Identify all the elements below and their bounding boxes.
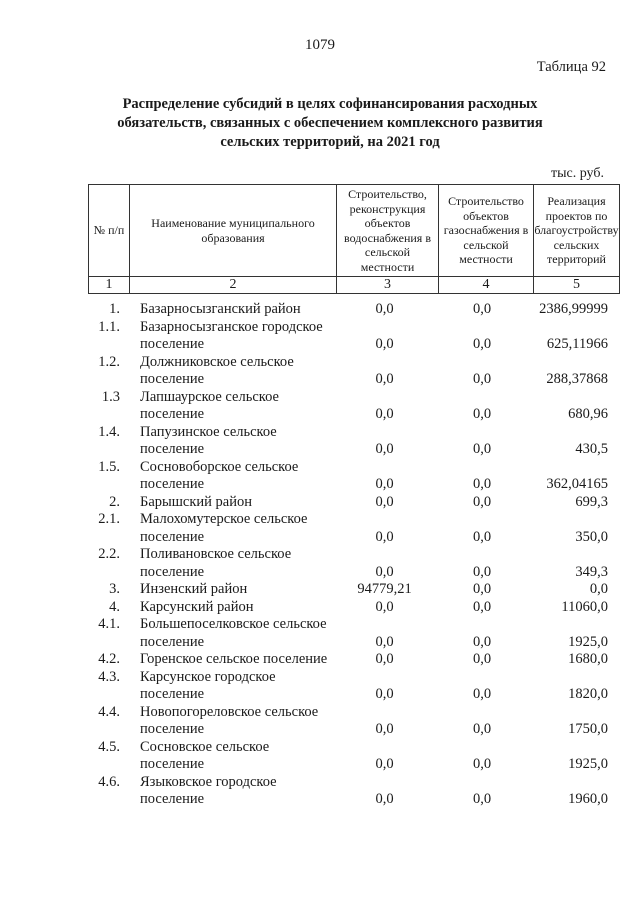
table-row [88, 389, 614, 424]
municipality-name: Папузинское сельское поселение [140, 423, 277, 457]
water-supply-value: 0,0 [375, 756, 394, 772]
row-number: 2.1. [98, 511, 120, 527]
gas-supply-value: 0,0 [472, 598, 492, 615]
table-row [88, 494, 614, 512]
gas-supply-value: 0,0 [472, 528, 492, 545]
municipality-name: Сосновоборское сельское поселение [140, 458, 299, 492]
improvement-value: 2386,99999 [539, 301, 608, 317]
improvement-value: 0,0 [589, 581, 608, 597]
table-row [88, 424, 614, 459]
municipality-name: Должниковское сельское поселение [140, 353, 294, 387]
gas-supply-value: 0,0 [472, 406, 492, 422]
table-row [88, 459, 614, 494]
water-supply-value: 0,0 [375, 301, 394, 317]
water-supply-value: 0,0 [375, 476, 394, 492]
gas-supply-value: 0,0 [472, 301, 492, 317]
table-row [88, 669, 614, 704]
table-row [88, 354, 614, 389]
municipality-name: Новопогореловское сельское поселение [140, 703, 319, 737]
header-col5: Реализация проектов по благоустройству сельских территорий [534, 185, 620, 277]
water-supply-value: 0,0 [375, 493, 394, 510]
water-supply-value: 0,0 [375, 598, 394, 615]
improvement-value: 1925,0 [568, 633, 608, 650]
units-label: тыс. руб. [551, 166, 604, 181]
column-number: 3 [337, 277, 439, 294]
municipality-name: Барышский район [140, 493, 252, 510]
municipality-name: Горенское сельское поселение [140, 651, 328, 667]
table-row [88, 546, 614, 581]
water-supply-value: 0,0 [375, 563, 394, 580]
improvement-value: 1750,0 [568, 721, 608, 737]
table-row [88, 319, 614, 354]
gas-supply-value: 0,0 [472, 441, 492, 457]
gas-supply-value: 0,0 [472, 493, 492, 510]
municipality-name: Поливановское сельское поселение [140, 546, 292, 580]
improvement-value: 625,11966 [546, 336, 608, 352]
table-row [88, 511, 614, 546]
row-number: 1.4. [98, 423, 120, 440]
header-col4: Строительство объектов газоснабжения в сельской местности [439, 185, 534, 277]
water-supply-value: 0,0 [375, 651, 394, 667]
row-number: 1.5. [98, 458, 120, 475]
improvement-value: 430,5 [575, 441, 608, 457]
water-supply-value: 0,0 [375, 721, 394, 737]
gas-supply-value: 0,0 [472, 581, 492, 597]
column-number-row [89, 277, 620, 294]
row-number: 4.2. [98, 651, 120, 667]
row-number: 4.3. [98, 668, 120, 685]
table-row [88, 739, 614, 774]
gas-supply-value: 0,0 [472, 756, 492, 772]
table-row [88, 599, 614, 617]
municipality-name: Языковское городское поселение [140, 773, 277, 807]
gas-supply-value: 0,0 [472, 371, 492, 387]
municipality-name: Сосновское сельское поселение [140, 738, 270, 772]
row-number: 4.5. [98, 738, 120, 755]
column-number: 1 [89, 277, 130, 294]
gas-supply-value: 0,0 [472, 721, 492, 737]
table-row [88, 774, 614, 809]
water-supply-value: 0,0 [375, 441, 394, 457]
water-supply-value: 94779,21 [357, 581, 412, 597]
table-row [88, 581, 614, 599]
row-number: 4.1. [98, 616, 120, 632]
gas-supply-value: 0,0 [472, 476, 492, 492]
gas-supply-value: 0,0 [472, 633, 492, 650]
row-number: 4. [109, 598, 120, 615]
municipality-name: Карсунский район [140, 598, 254, 615]
improvement-value: 680,96 [568, 406, 608, 422]
improvement-value: 362,04165 [546, 476, 608, 492]
table-row [88, 704, 614, 739]
header-no: № п/п [89, 185, 130, 277]
row-number: 1.2. [98, 353, 120, 370]
improvement-value: 349,3 [575, 563, 608, 580]
document-title: Распределение субсидий в целях софинансирования расходных обязательств, связанных с обеспечением комплексного развития сельских территорий, на 2021 год [117, 96, 543, 150]
improvement-value: 288,37868 [546, 371, 608, 387]
row-number: 1. [109, 301, 120, 317]
municipality-name: Базарносызганский район [140, 301, 301, 317]
row-number: 3. [109, 581, 120, 597]
municipality-name: Базарносызганское городское поселение [140, 318, 323, 352]
municipality-name: Лапшаурское сельское поселение [140, 388, 279, 422]
row-number: 4.6. [98, 773, 120, 790]
row-number: 2. [109, 493, 120, 510]
municipality-name: Большепоселковское сельское поселение [140, 616, 327, 650]
municipality-name: Инзенский район [140, 581, 248, 597]
gas-supply-value: 0,0 [472, 791, 492, 807]
gas-supply-value: 0,0 [472, 686, 492, 702]
municipality-name: Малохомутерское сельское поселение [140, 511, 308, 545]
water-supply-value: 0,0 [375, 791, 394, 807]
header-table [88, 184, 620, 294]
water-supply-value: 0,0 [375, 336, 394, 352]
column-number: 2 [130, 277, 337, 294]
table-row [88, 651, 614, 669]
row-number: 4.4. [98, 703, 120, 720]
improvement-value: 1820,0 [568, 686, 608, 702]
water-supply-value: 0,0 [375, 406, 394, 422]
header-col3: Строительство, реконструкция объектов водоснабжения в сельской местности [337, 185, 439, 277]
table-label: Таблица 92 [536, 59, 606, 75]
water-supply-value: 0,0 [375, 371, 394, 387]
gas-supply-value: 0,0 [472, 336, 492, 352]
row-number: 1.1. [98, 318, 120, 335]
column-number: 4 [439, 277, 534, 294]
water-supply-value: 0,0 [375, 528, 394, 545]
gas-supply-value: 0,0 [472, 563, 492, 580]
page-number: 1079 [305, 37, 335, 53]
header-name: Наименование муниципального образования [130, 185, 337, 277]
table-row [88, 301, 614, 319]
improvement-value: 350,0 [575, 528, 608, 545]
improvement-value: 11060,0 [561, 598, 608, 615]
water-supply-value: 0,0 [375, 686, 394, 702]
row-number: 1.3 [101, 388, 120, 405]
header-row [89, 185, 620, 277]
data-table [88, 301, 614, 809]
gas-supply-value: 0,0 [472, 651, 492, 667]
improvement-value: 1680,0 [568, 651, 608, 667]
improvement-value: 699,3 [575, 493, 608, 510]
improvement-value: 1960,0 [568, 791, 608, 807]
municipality-name: Карсунское городское поселение [140, 668, 276, 702]
improvement-value: 1925,0 [568, 756, 608, 772]
row-number: 2.2. [98, 546, 120, 562]
table-row [88, 616, 614, 651]
column-number: 5 [534, 277, 620, 294]
water-supply-value: 0,0 [375, 633, 394, 650]
